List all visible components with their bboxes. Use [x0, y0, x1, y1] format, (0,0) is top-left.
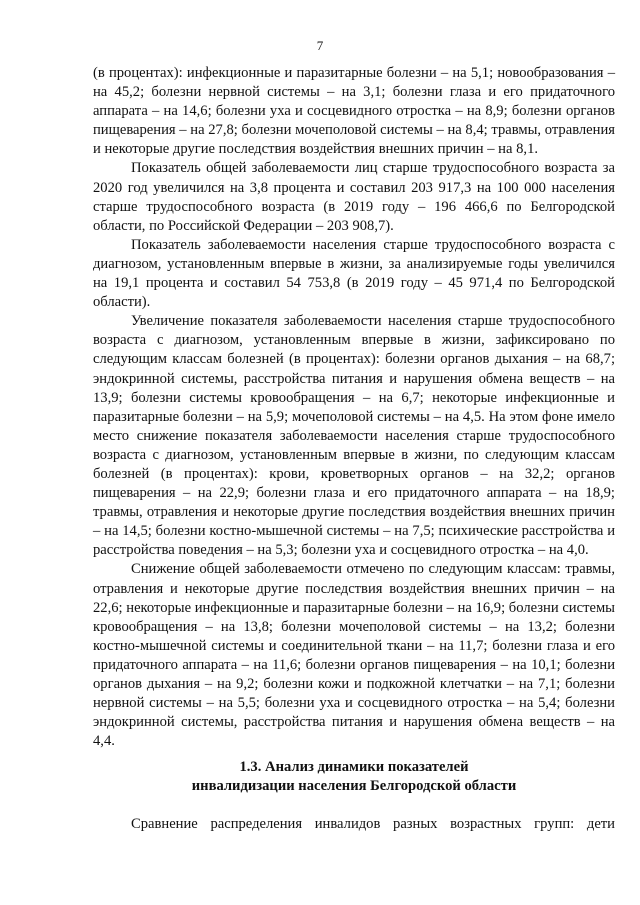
paragraph-first-diagnosed: Показатель заболеваемости населения старше трудоспособного возраста с диагнозом, установленным впервые в жизни, за анализируемые годы увеличился на 19,1 процента и составил 54 753,8 (в 2019 году – 45 971,4 по Белгородской области).: [93, 236, 615, 311]
paragraph-increase-classes: Увеличение показателя заболеваемости населения старше трудоспособного возраста с диагнозом, установленным впервые в жизни, зафиксировано по следующим классам болезней (в процентах): болезни органов дыхания – на 68,7; эндокринной системы, расстройства питания и нарушения обмена веществ – на 13,9; болезни системы кровообращения – на 6,7; некоторые инфекционные и паразитарные болезни – на 5,9; мочеполовой системы – на 4,5. На этом фоне имело место снижение показателя заболеваемости населения старше трудоспособного возраста с диагнозом, установленным впервые в жизни, по следующим классам болезней (в процентах): крови, кроветворных органов – на 32,2; органов пищеварения – на 22,9; болезни глаза и его придаточного аппарата – на 18,9; травмы, отравления и некоторые другие последствия воздействия внешних причин – на 14,5; болезни костно-мышечной системы – на 7,5; психические расстройства и расстройства поведения – на 5,3; болезни уха и сосцевидного отростка – на 4,0.: [93, 313, 615, 559]
page-number: 7: [316, 38, 324, 53]
body-text: [93, 64, 615, 751]
section-heading-line-2: инвалидизации населения Белгородской области: [191, 778, 517, 794]
paragraph-decrease-classes: Снижение общей заболеваемости отмечено по следующим классам: травмы, отравления и некоторые другие последствия воздействия внешних причин – на 22,6; некоторые инфекционные и паразитарные болезни – на 16,9; болезни системы кровообращения – на 13,8; болезни мочеполовой системы – на 13,2; болезни костно-мышечной системы и соединительной ткани – на 11,7; болезни глаза и его придаточного аппарата – на 11,6; болезни органов пищеварения – на 10,1; болезни органов дыхания – на 9,2; болезни кожи и подкожной клетчатки – на 7,1; болезни нервной системы – на 5,5; болезни уха и сосцевидного отростка – на 5,4; болезни эндокринной системы, расстройства питания и нарушения обмена веществ – на 4,4.: [93, 561, 615, 750]
paragraph-general-morbidity: Показатель общей заболеваемости лиц старше трудоспособного возраста за 2020 год увеличился на 3,8 процента и составил 203 917,3 на 100 000 населения старше трудоспособного возраста (в 2019 году – 196 466,6 по Белгородской области, по Российской Федерации – 203 908,7).: [93, 160, 615, 234]
section-heading-line-1: 1.3. Анализ динамики показателей: [239, 759, 469, 775]
paragraph-disability-comparison: Сравнение распределения инвалидов разных возрастных групп: дети: [131, 816, 615, 832]
section-heading: [93, 758, 615, 796]
paragraph-continued: (в процентах): инфекционные и паразитарные болезни – на 5,1; новообразования – на 45,2; болезни нервной системы – на 3,1; болезни глаза и его придаточного аппарата – на 14,6; болезни уха и сосцевидного отростка – на 8,9; болезни органов пищеварения – на 27,8; болезни мочеполовой системы – на 8,4; травмы, отравления и некоторые другие последствия воздействия внешних причин – на 8,1.: [93, 65, 615, 158]
